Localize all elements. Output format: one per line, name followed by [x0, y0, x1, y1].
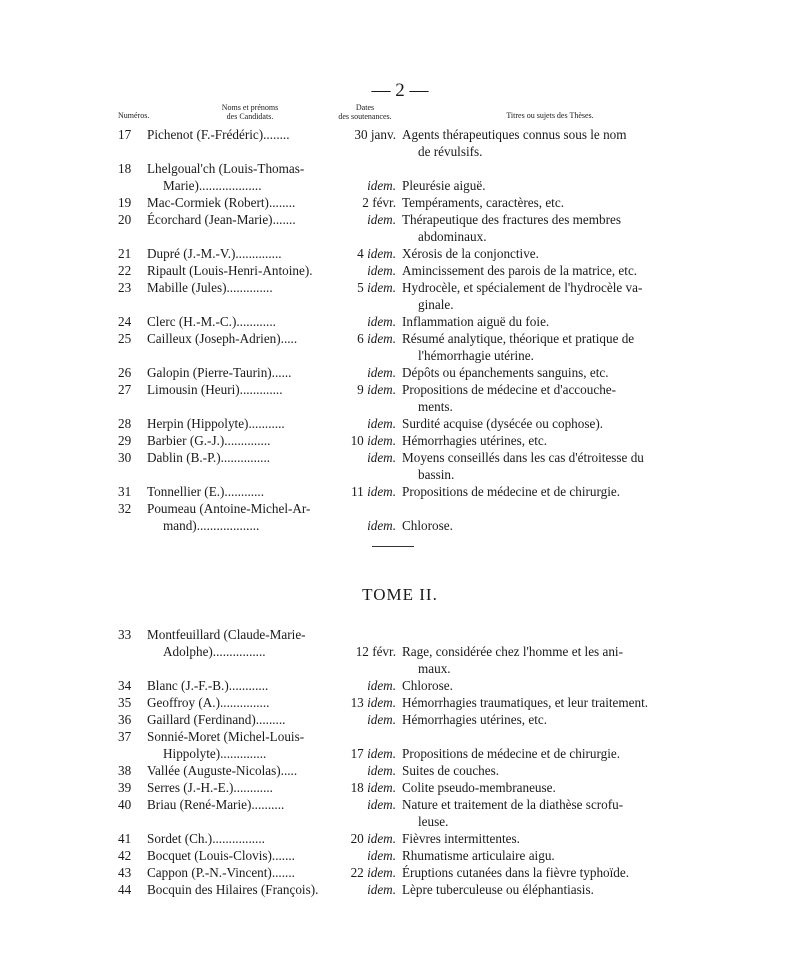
thesis-title: Colite pseudo-membraneuse.: [402, 780, 556, 795]
entry-number: 28: [118, 416, 132, 431]
entry-line: [0, 677, 800, 694]
entry-line: [0, 211, 800, 228]
thesis-title: Dépôts ou épanchements sanguins, etc.: [402, 365, 609, 380]
candidate-name: Ripault (Louis-Henri-Antoine).: [147, 263, 313, 278]
thesis-entry: [0, 432, 800, 449]
tome-heading: TOME II.: [362, 585, 438, 604]
entry-line: [0, 245, 800, 262]
defense-date: 18 idem.: [350, 780, 396, 795]
candidate-name: Bocquin des Hilaires (François).: [147, 882, 319, 897]
candidate-name: Gaillard (Ferdinand).........: [147, 712, 286, 727]
defense-date: 22 idem.: [350, 865, 396, 880]
thesis-title: Hémorrhagies traumatiques, et leur traitement.: [402, 695, 649, 710]
thesis-title: Thérapeutique des fractures des membres: [402, 212, 621, 227]
entry-number: 42: [118, 848, 132, 863]
entry-number: 24: [118, 314, 132, 329]
defense-date: 20 idem.: [350, 831, 396, 846]
entry-number: 20: [118, 212, 132, 227]
entry-number: 36: [118, 712, 132, 727]
thesis-title: Agents thérapeutiques connus sous le nom: [402, 127, 627, 142]
entry-line: [0, 796, 800, 813]
thesis-entry: [0, 711, 800, 728]
thesis-title: Hydrocèle, et spécialement de l'hydrocèle va-: [402, 280, 643, 295]
entry-number: 21: [118, 246, 132, 261]
entry-line: [0, 160, 800, 177]
entry-line: [0, 711, 800, 728]
thesis-title: Propositions de médecine et d'accouche-: [402, 382, 617, 397]
defense-date: idem.: [367, 314, 396, 329]
entry-line: [0, 517, 800, 534]
thesis-entry: [0, 694, 800, 711]
thesis-title: ments.: [418, 399, 453, 414]
candidate-name: Sordet (Ch.)................: [147, 831, 265, 846]
entry-line: [0, 126, 800, 143]
column-header-number: Numéros.: [118, 111, 150, 120]
thesis-title: ginale.: [418, 297, 454, 312]
thesis-title: Hémorrhagies utérines, etc.: [402, 712, 548, 727]
candidate-name: Vallée (Auguste-Nicolas).....: [147, 763, 298, 778]
entry-line: [0, 228, 800, 245]
entry-line: [0, 762, 800, 779]
defense-date: idem.: [367, 848, 396, 863]
defense-date: 30 janv.: [354, 127, 396, 142]
candidate-name: Lhelgoual'ch (Louis-Thomas-: [147, 161, 305, 176]
entry-number: 37: [118, 729, 132, 744]
thesis-title: Rage, considérée chez l'homme et les ani-: [402, 644, 623, 659]
entry-line: [0, 847, 800, 864]
candidate-name: Montfeuillard (Claude-Marie-: [147, 627, 306, 642]
thesis-title: bassin.: [418, 467, 455, 482]
defense-date: 13 idem.: [350, 695, 396, 710]
thesis-entry: [0, 796, 800, 830]
thesis-title: de révulsifs.: [418, 144, 483, 159]
thesis-title: leuse.: [418, 814, 449, 829]
entry-line: [0, 643, 800, 660]
entry-number: 41: [118, 831, 132, 846]
column-header-name-line1: Noms et prénoms: [221, 103, 279, 112]
candidate-name: Geoffroy (A.)...............: [147, 695, 270, 710]
thesis-entry: [0, 830, 800, 847]
entry-number: 30: [118, 450, 132, 465]
thesis-title: Propositions de médecine et de chirurgie.: [402, 746, 621, 761]
candidate-name: Limousin (Heuri).............: [147, 382, 283, 397]
entry-line: [0, 483, 800, 500]
candidate-name: Marie)...................: [163, 178, 262, 193]
thesis-entry: [0, 483, 800, 500]
defense-date: 4 idem.: [357, 246, 396, 261]
defense-date: idem.: [367, 212, 396, 227]
defense-date: idem.: [367, 365, 396, 380]
entry-line: [0, 728, 800, 745]
entry-number: 19: [118, 195, 132, 210]
thesis-entry: [0, 864, 800, 881]
section-divider: [372, 546, 414, 547]
entry-line: [0, 364, 800, 381]
entry-number: 17: [118, 127, 132, 142]
column-header-name-line2: des Candidats.: [226, 112, 274, 121]
column-header-name: [200, 103, 300, 121]
defense-date: idem.: [367, 678, 396, 693]
entries-tome-2: [0, 626, 800, 898]
entry-line: [0, 432, 800, 449]
thesis-title: Chlorose.: [402, 678, 453, 693]
entry-line: [0, 626, 800, 643]
entry-number: 31: [118, 484, 132, 499]
thesis-entry: [0, 728, 800, 762]
entry-number: 29: [118, 433, 132, 448]
entry-number: 23: [118, 280, 132, 295]
candidate-name: Barbier (G.-J.)..............: [147, 433, 271, 448]
thesis-entry: [0, 313, 800, 330]
entry-line: [0, 398, 800, 415]
thesis-entry: [0, 245, 800, 262]
entry-line: [0, 143, 800, 160]
thesis-entry: [0, 762, 800, 779]
candidate-name: Tonnellier (E.)............: [147, 484, 264, 499]
defense-date: 10 idem.: [350, 433, 396, 448]
thesis-entry: [0, 194, 800, 211]
entry-number: 22: [118, 263, 132, 278]
thesis-title: Éruptions cutanées dans la fièvre typhoïde.: [402, 865, 630, 880]
thesis-title: Chlorose.: [402, 518, 453, 533]
entry-line: [0, 194, 800, 211]
defense-date: idem.: [367, 712, 396, 727]
entry-number: 34: [118, 678, 132, 693]
entry-line: [0, 864, 800, 881]
defense-date: 5 idem.: [357, 280, 396, 295]
candidate-name: Dablin (B.-P.)...............: [147, 450, 271, 465]
entry-number: 27: [118, 382, 132, 397]
candidate-name: Pichenot (F.-Frédéric)........: [147, 127, 290, 142]
thesis-entry: [0, 279, 800, 313]
defense-date: 6 idem.: [357, 331, 396, 346]
candidate-name: Serres (J.-H.-E.)............: [147, 780, 273, 795]
defense-date: 12 févr.: [355, 644, 396, 659]
candidate-name: Herpin (Hippolyte)...........: [147, 416, 285, 431]
thesis-entry: [0, 126, 800, 160]
entry-number: 18: [118, 161, 132, 176]
column-header-title: Titres ou sujets des Thèses.: [506, 111, 594, 120]
entry-line: [0, 694, 800, 711]
thesis-title: Hémorrhagies utérines, etc.: [402, 433, 548, 448]
thesis-entry: [0, 211, 800, 245]
entry-line: [0, 415, 800, 432]
thesis-title: abdominaux.: [418, 229, 487, 244]
defense-date: 11 idem.: [351, 484, 396, 499]
candidate-name: Écorchard (Jean-Marie).......: [147, 212, 296, 227]
thesis-entry: [0, 160, 800, 194]
entry-number: 26: [118, 365, 132, 380]
candidate-name: Clerc (H.-M.-C.)............: [147, 314, 276, 329]
defense-date: idem.: [367, 416, 396, 431]
entry-line: [0, 745, 800, 762]
entry-line: [0, 279, 800, 296]
thesis-title: Inflammation aiguë du foie.: [402, 314, 550, 329]
thesis-entry: [0, 330, 800, 364]
thesis-title: Moyens conseillés dans les cas d'étroitesse du: [402, 450, 644, 465]
column-header-date-line1: Dates: [355, 103, 375, 112]
candidate-name: Mac-Cormiek (Robert)........: [147, 195, 296, 210]
thesis-title: Rhumatisme articulaire aigu.: [402, 848, 555, 863]
entry-number: 32: [118, 501, 132, 516]
entry-line: [0, 177, 800, 194]
thesis-entry: [0, 381, 800, 415]
candidate-name: Hippolyte)..............: [163, 746, 267, 761]
entry-line: [0, 466, 800, 483]
thesis-entry: [0, 364, 800, 381]
entry-line: [0, 313, 800, 330]
thesis-title: Surdité acquise (dysécée ou cophose).: [402, 416, 604, 431]
thesis-title: l'hémorrhagie utérine.: [418, 348, 534, 363]
thesis-title: Amincissement des parois de la matrice, etc.: [402, 263, 638, 278]
thesis-title: Lèpre tuberculeuse ou éléphantiasis.: [402, 882, 594, 897]
entry-line: [0, 881, 800, 898]
entry-number: 38: [118, 763, 132, 778]
entry-line: [0, 500, 800, 517]
page-number: — 2 —: [371, 80, 429, 101]
entry-number: 33: [118, 627, 132, 642]
defense-date: idem.: [367, 518, 396, 533]
defense-date: idem.: [367, 763, 396, 778]
thesis-entry: [0, 779, 800, 796]
defense-date: idem.: [367, 263, 396, 278]
entries-tome-1: [0, 126, 800, 534]
defense-date: 17 idem.: [350, 746, 396, 761]
thesis-title: Tempéraments, caractères, etc.: [402, 195, 564, 210]
candidate-name: Bocquet (Louis-Clovis).......: [147, 848, 295, 863]
entry-line: [0, 813, 800, 830]
thesis-entry: [0, 415, 800, 432]
entry-number: 44: [118, 882, 132, 897]
defense-date: 2 févr.: [362, 195, 396, 210]
thesis-entry: [0, 262, 800, 279]
candidate-name: Cappon (P.-N.-Vincent).......: [147, 865, 295, 880]
column-header-date: [330, 103, 400, 121]
thesis-entry: [0, 449, 800, 483]
thesis-title: Résumé analytique, théorique et pratique de: [402, 331, 635, 346]
defense-date: idem.: [367, 797, 396, 812]
entry-number: 40: [118, 797, 132, 812]
candidate-name: Galopin (Pierre-Taurin)......: [147, 365, 292, 380]
entry-line: [0, 296, 800, 313]
defense-date: idem.: [367, 178, 396, 193]
entry-line: [0, 330, 800, 347]
candidate-name: Cailleux (Joseph-Adrien).....: [147, 331, 298, 346]
thesis-title: Fièvres intermittentes.: [402, 831, 520, 846]
entry-line: [0, 262, 800, 279]
thesis-title: Propositions de médecine et de chirurgie.: [402, 484, 621, 499]
thesis-title: Nature et traitement de la diathèse scrofu-: [402, 797, 624, 812]
entry-number: 35: [118, 695, 132, 710]
column-header-date-line2: des soutenances.: [338, 112, 392, 121]
thesis-title: Pleurésie aiguë.: [402, 178, 486, 193]
entry-number: 25: [118, 331, 132, 346]
entry-number: 39: [118, 780, 132, 795]
entry-line: [0, 381, 800, 398]
candidate-name: Mabille (Jules)..............: [147, 280, 273, 295]
entry-line: [0, 449, 800, 466]
entry-number: 43: [118, 865, 132, 880]
candidate-name: Dupré (J.-M.-V.)..............: [147, 246, 282, 261]
entry-line: [0, 347, 800, 364]
thesis-title: maux.: [418, 661, 451, 676]
candidate-name: Sonnié-Moret (Michel-Louis-: [147, 729, 305, 744]
candidate-name: mand)...................: [163, 518, 260, 533]
entry-line: [0, 779, 800, 796]
thesis-entry: [0, 881, 800, 898]
thesis-entry: [0, 847, 800, 864]
thesis-entry: [0, 677, 800, 694]
entry-line: [0, 830, 800, 847]
candidate-name: Poumeau (Antoine-Michel-Ar-: [147, 501, 311, 516]
candidate-name: Adolphe)................: [163, 644, 266, 659]
candidate-name: Blanc (J.-F.-B.)............: [147, 678, 269, 693]
thesis-title: Suites de couches.: [402, 763, 500, 778]
defense-date: 9 idem.: [357, 382, 396, 397]
entry-line: [0, 660, 800, 677]
defense-date: idem.: [367, 882, 396, 897]
thesis-title: Xérosis de la conjonctive.: [402, 246, 539, 261]
thesis-entry: [0, 626, 800, 677]
thesis-entry: [0, 500, 800, 534]
defense-date: idem.: [367, 450, 396, 465]
candidate-name: Briau (René-Marie)..........: [147, 797, 285, 812]
